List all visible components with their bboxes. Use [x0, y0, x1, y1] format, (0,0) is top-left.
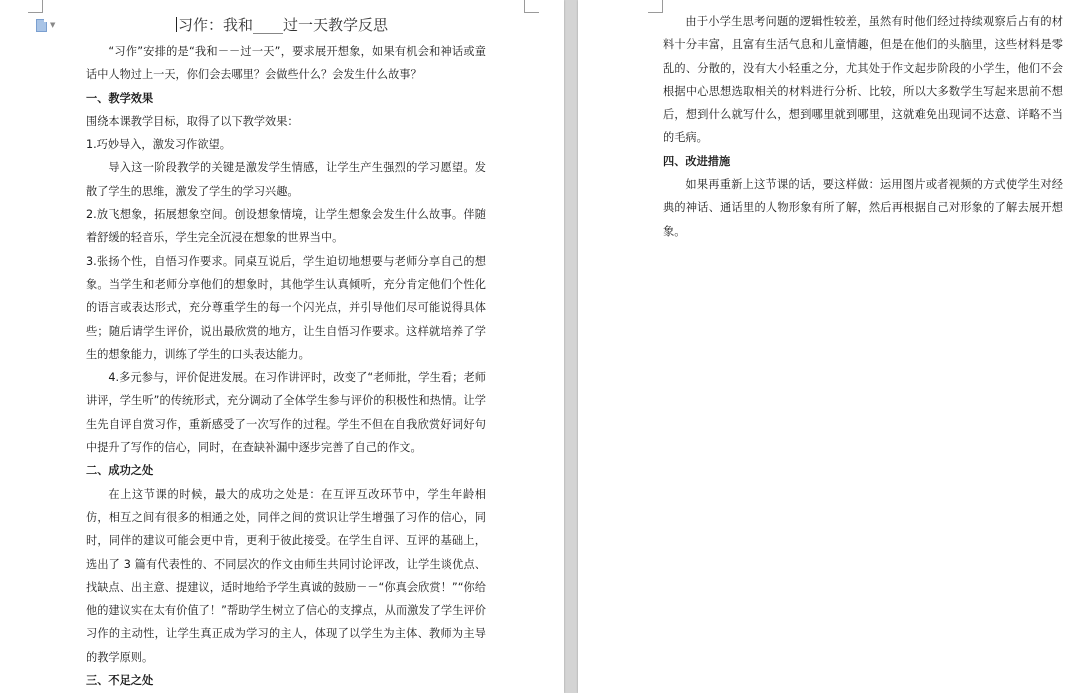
effect-item-2: 2.放飞想象，拓展想象空间。创设想象情境，让学生想象会发生什么故事。伴随着舒缓的轻音乐，学生完全沉浸在想象的世界当中。	[86, 208, 486, 245]
document-title[interactable]	[0, 14, 564, 36]
success-paragraph: 在上这节课的时候，最大的成功之处是：在互评互改环节中，学生年龄相仿，相互之间有很多的相通之处，同伴之间的赏识让学生增强了习作的信心，同时，同伴的建议可能会更中肯，更利于彼此接受。在学生自评、互评的基础上，选出了 3 篇有代表性的、不同层次的作文由师生共同讨论评改，让学生谈优点、找缺点、出主意、提建议，适时地给予学生真诚的鼓励－－“你真会欣赏！”“你给他的建议实在太有价值了！”帮助学生树立了信心的支撑点，从而激发了学生评价习作的主动性，让学生真正成为学习的主人，体现了以学生为主体、教师为主导的教学原则。	[86, 487, 486, 664]
section-heading-shortcoming: 三、不足之处	[86, 674, 154, 688]
left-page-body[interactable]	[86, 40, 486, 692]
shortcoming-paragraph: 由于小学生思考问题的逻辑性较差，虽然有时他们经过持续观察后占有的材料十分丰富，且富有生活气息和儿童情趣，但是在他们的头脑里，这些材料是零乱的、分散的，没有大小轻重之分，尤其处于作文起步阶段的小学生，他们不会根据中心思想选取相关的材料进行分析、比较，所以大多数学生写起来思前不想后，想到什么就写什么，想到哪里就到哪里，这就难免出现词不达意、详略不当的毛病。	[663, 15, 1063, 145]
chevron-down-icon: ▼	[50, 21, 56, 29]
text-cursor	[176, 17, 177, 32]
effect-item-1-title: 1.巧妙导入，激发习作欲望。	[86, 138, 231, 152]
effect-intro: 围绕本课教学目标，取得了以下教学效果：	[86, 114, 299, 128]
effect-item-4: 4.多元参与，评价促进发展。在习作讲评时，改变了“老师批，学生看；老师讲评，学生听”的传统形式，充分调动了全体学生参与评价的积极性和热情。让学生先自评自赏习作，重新感受了一次写作的过程。学生不但在自我欣赏好词好句中提升了写作的信心，同时，在查缺补漏中逐步完善了自己的作文。	[86, 371, 486, 455]
page-corner-mark	[648, 0, 663, 13]
effect-item-1-body: 导入这一阶段教学的关键是激发学生情感，让学生产生强烈的学习愿望。发散了学生的思维，激发了学生的学习兴趣。	[86, 161, 486, 198]
section-heading-improvement: 四、改进措施	[663, 154, 731, 168]
effect-item-3: 3.张扬个性，自悟习作要求。同桌互说后，学生迫切地想要与老师分享自己的想象。当学生和老师分享他们的想象时，其他学生认真倾听，充分肯定他们个性化的语言或表达形式，充分尊重学生的每一个闪光点，并引导他们尽可能说得具体些；随后请学生评价，说出最欣赏的地方，让生自悟习作要求。这样就培养了学生的想象能力，训练了学生的口头表达能力。	[86, 254, 486, 361]
section-heading-effect: 一、教学效果	[86, 91, 154, 105]
intro-paragraph: “习作”安排的是“我和－－过一天”，要求展开想象，如果有机会和神话或童话中人物过上一天，你们会去哪里？会做些什么？会发生什么故事？	[86, 45, 486, 82]
section-heading-success: 二、成功之处	[86, 464, 154, 478]
improvement-paragraph: 如果再重新上这节课的话，要这样做：运用图片或者视频的方式使学生对经典的神话、通话里的人物形象有所了解，然后再根据自己对形象的了解去展开想象。	[663, 178, 1063, 238]
page-corner-mark	[524, 0, 539, 13]
page-corner-mark	[28, 0, 43, 13]
right-page-body[interactable]	[663, 10, 1063, 243]
document-title-text: 习作：我和____过一天教学反思	[177, 16, 388, 34]
